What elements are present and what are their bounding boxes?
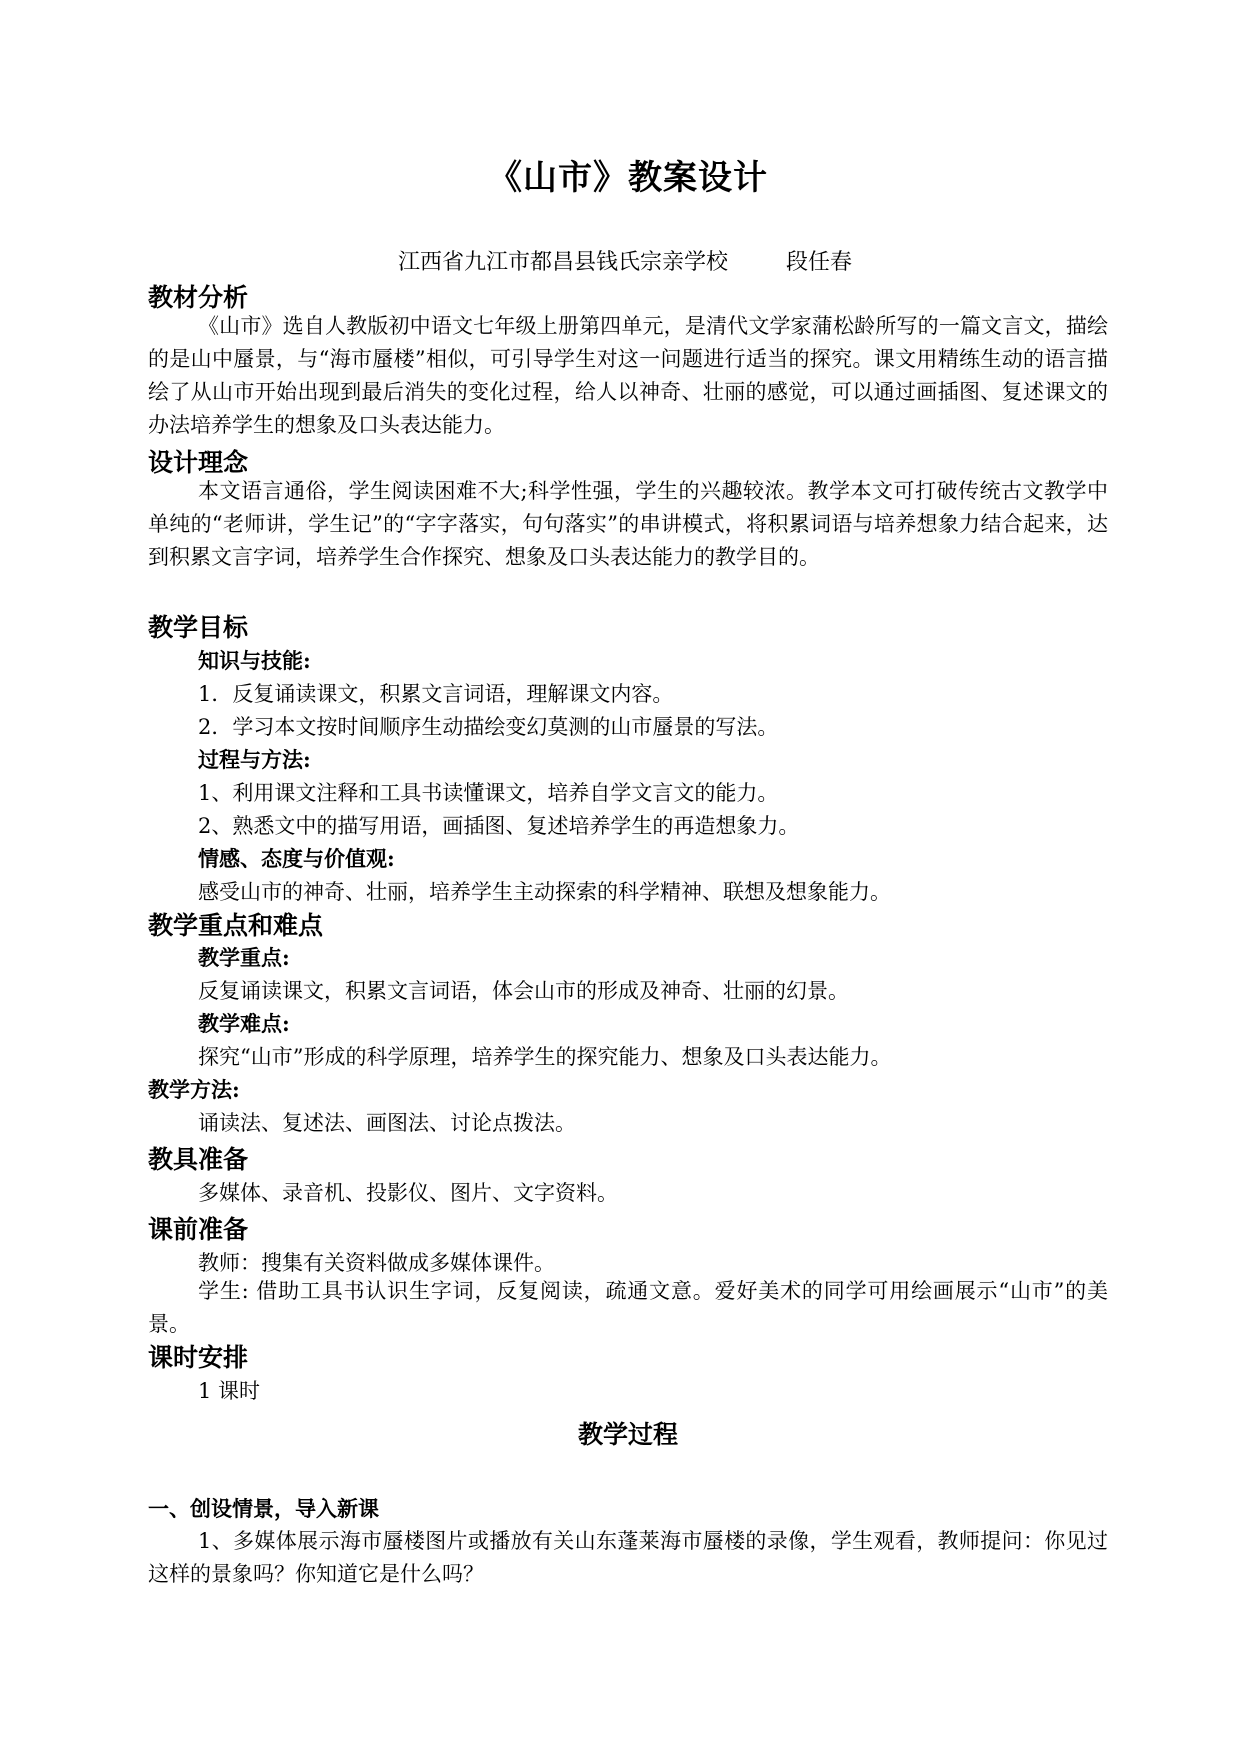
- goal-process-1: 1、利用课文注释和工具书读懂课文，培养自学文言文的能力。: [198, 781, 779, 805]
- text-step1: 1、多媒体展示海市蜃楼图片或播放有关山东蓬莱海市蜃楼的录像，学生观看，教师提问：你见过这样的景象吗？你知道它是什么吗？: [148, 1529, 1108, 1586]
- goal-knowledge-1: 1．反复诵读课文，积累文言词语，理解课文内容。: [198, 682, 674, 706]
- document-title: 《山市》教案设计: [488, 158, 768, 198]
- paragraph-material: 《山市》选自人教版初中语文七年级上册第四单元，是清代文学家蒲松龄所写的一篇文言文，描绘的是山中蜃景，与“海市蜃楼”相似，可引导学生对这一问题进行适当的探究。课文用精练生动的语言描绘了从山市开始出现到最后消失的变化过程，给人以神奇、壮丽的感觉，可以通过画插图、复述课文的办法培养学生的想象及口头表达能力。: [148, 314, 1108, 437]
- heading-process: 教学过程: [577, 1420, 678, 1449]
- goal-process-2: 2、熟悉文中的描写用语，画插图、复述培养学生的再造想象力。: [198, 814, 800, 838]
- label-knowledge: 知识与技能:: [198, 648, 311, 673]
- label-emotion: 情感、态度与价值观:: [198, 846, 395, 871]
- text-prep-teacher: 教师：搜集有关资料做成多媒体课件。: [198, 1251, 555, 1275]
- paragraph-concept: 本文语言通俗，学生阅读困难不大;科学性强，学生的兴趣较浓。教学本文可打破传统古文教学中单纯的“老师讲，学生记”的“字字落实，句句落实”的串讲模式，将积累词语与培养想象力结合起来，达到积累文言字词，培养学生合作探究、想象及口头表达能力的教学目的。: [148, 479, 1108, 569]
- heading-goals: 教学目标: [148, 613, 249, 642]
- label-process: 过程与方法:: [198, 747, 311, 772]
- byline-school: 江西省九江市都昌县钱氏宗亲学校: [398, 250, 729, 275]
- heading-concept: 设计理念: [148, 448, 249, 477]
- byline: [398, 245, 852, 276]
- goal-knowledge-2: 2．学习本文按时间顺序生动描绘变幻莫测的山市蜃景的写法。: [198, 715, 779, 739]
- heading-tools: 教具准备: [148, 1145, 249, 1174]
- text-difficulty: 探究“山市”形成的科学原理，培养学生的探究能力、想象及口头表达能力。: [198, 1045, 892, 1069]
- heading-keypoints: 教学重点和难点: [148, 911, 324, 940]
- byline-author: 段任春: [786, 250, 853, 275]
- heading-prep: 课前准备: [148, 1215, 249, 1244]
- text-schedule: 1 课时: [198, 1379, 261, 1403]
- text-tools: 多媒体、录音机、投影仪、图片、文字资料。: [198, 1181, 618, 1205]
- text-focus: 反复诵读课文，积累文言词语，体会山市的形成及神奇、壮丽的幻景。: [198, 979, 849, 1003]
- label-focus: 教学重点:: [198, 945, 290, 970]
- label-difficulty: 教学难点:: [198, 1011, 290, 1036]
- text-methods: 诵读法、复述法、画图法、讨论点拨法。: [198, 1111, 576, 1135]
- heading-material: 教材分析: [148, 283, 249, 312]
- heading-step1: 一、创设情景，导入新课: [148, 1496, 379, 1521]
- goal-emotion-1: 感受山市的神奇、壮丽，培养学生主动探索的科学精神、联想及想象能力。: [198, 880, 891, 904]
- heading-schedule: 课时安排: [148, 1343, 249, 1372]
- heading-methods: 教学方法:: [148, 1077, 240, 1102]
- text-prep-student: 学生: 借助工具书认识生字词，反复阅读，疏通文意。爱好美术的同学可用绘画展示“山市”的美景。: [148, 1279, 1108, 1336]
